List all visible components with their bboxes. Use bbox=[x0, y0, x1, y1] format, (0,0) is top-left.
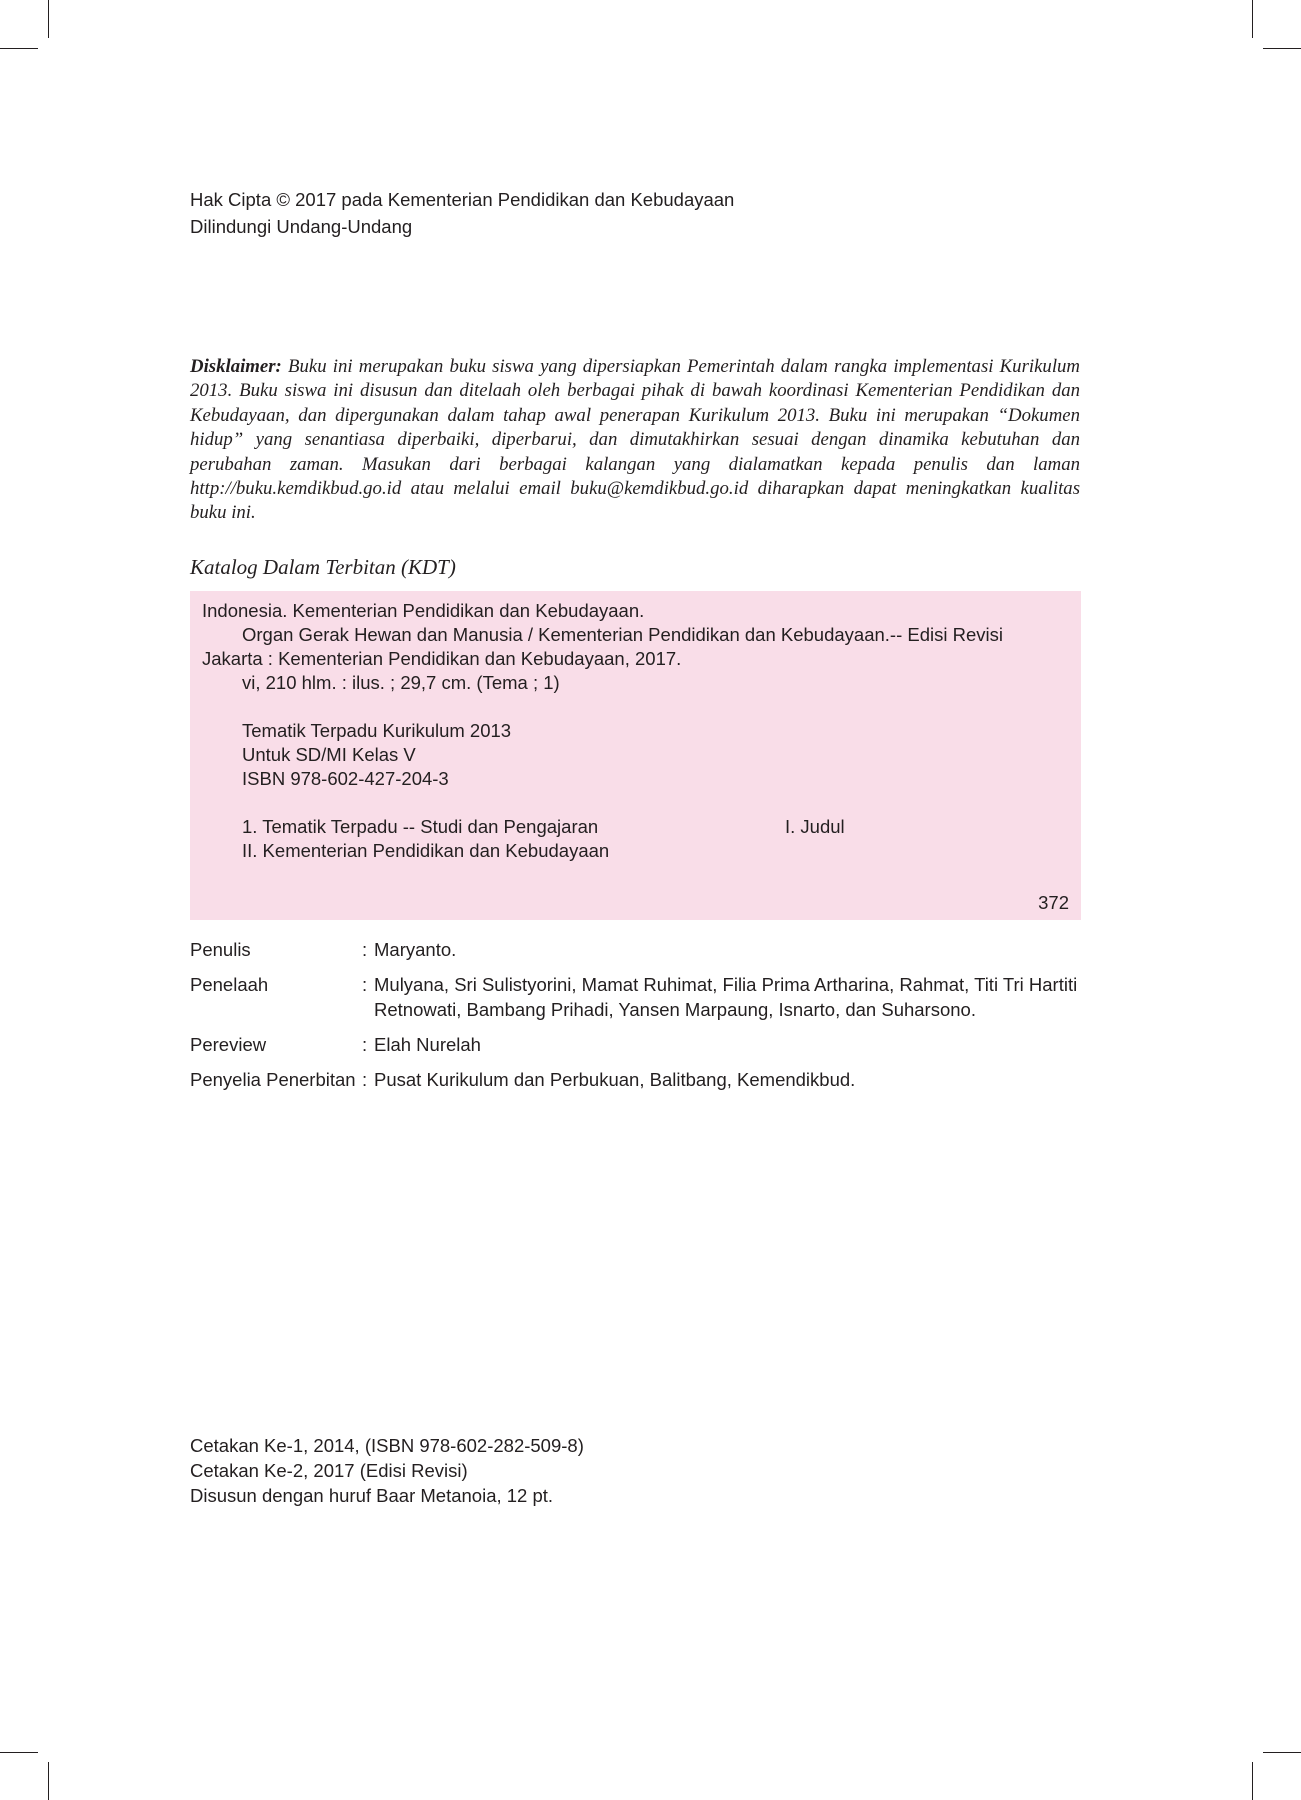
credit-row-penyelia: Penyelia Penerbitan : Pusat Kurikulum dan Perbukuan, Balitbang, Kemendikbud. bbox=[190, 1067, 1090, 1092]
kdt-author-entry: Indonesia. Kementerian Pendidikan dan Kebudayaan. bbox=[202, 600, 645, 621]
crop-mark-bottom-right-horizontal bbox=[1263, 1752, 1301, 1753]
kdt-title-line: Organ Gerak Hewan dan Manusia / Kementerian Pendidikan dan Kebudayaan.-- Edisi Revisi bbox=[242, 624, 1003, 645]
crop-mark-top-left-horizontal bbox=[0, 48, 38, 49]
credit-row-pereview: Pereview : Elah Nurelah bbox=[190, 1032, 1090, 1057]
disclaimer-paragraph bbox=[190, 355, 1080, 526]
kdt-series-line: Tematik Terpadu Kurikulum 2013 bbox=[242, 720, 512, 741]
disclaimer-label: Disklaimer: bbox=[190, 356, 282, 377]
kdt-subject-line: 1. Tematik Terpadu -- Studi dan Pengajaran bbox=[242, 816, 599, 837]
kdt-title-added: I. Judul bbox=[785, 816, 845, 837]
kdt-class-number: 372 bbox=[1038, 892, 1069, 913]
typeface-line: Disusun dengan huruf Baar Metanoia, 12 pt. bbox=[190, 1485, 554, 1506]
kdt-level-line: Untuk SD/MI Kelas V bbox=[242, 744, 416, 765]
copyright-notice bbox=[190, 186, 734, 240]
credit-value: Maryanto. bbox=[374, 939, 457, 960]
credit-label: Pereview bbox=[190, 1034, 267, 1055]
crop-mark-bottom-left-horizontal bbox=[0, 1752, 38, 1753]
crop-mark-top-left-vertical bbox=[48, 0, 49, 38]
crop-mark-bottom-right-vertical bbox=[1252, 1762, 1253, 1800]
kdt-heading: Katalog Dalam Terbitan (KDT) bbox=[190, 555, 456, 579]
crop-mark-bottom-left-vertical bbox=[48, 1762, 49, 1800]
protection-line: Dilindungi Undang-Undang bbox=[190, 216, 413, 237]
credit-label: Penelaah bbox=[190, 974, 269, 995]
credit-row-penelaah: Penelaah : Mulyana, Sri Sulistyorini, Mamat Ruhimat, Filia Prima Artharina, Rahmat, Titi Tri Hartiti Retnowati, Bambang Prihadi, Yansen Marpaung, Isnarto, dan Suharsono. bbox=[190, 972, 1090, 1022]
kdt-isbn-line: ISBN 978-602-427-204-3 bbox=[242, 768, 449, 789]
crop-mark-top-right-vertical bbox=[1252, 0, 1253, 38]
credit-label: Penulis bbox=[190, 939, 251, 960]
kdt-catalog-box bbox=[190, 591, 1081, 920]
disclaimer-text: Buku ini merupakan buku siswa yang dipersiapkan Pemerintah dalam rangka implementasi Kurikulum 2013. Buku siswa ini disusun dan ditelaah oleh berbagai pihak di bawah koordinasi Kementerian Pendidikan dan Kebudayaan, dan dipergunakan dalam tahap awal penerapan Kurikulum 2013. Buku ini merupakan “Dokumen hidup” yang senantiasa diperbaiki, diperbarui, dan dimutakhirkan sesuai dengan dinamika kebutuhan dan perubahan zaman. Masukan dari berbagai kalangan yang dialamatkan kepada penulis dan laman http://buku.kemdikbud.go.id atau melalui email buku@kemdikbud.go.id diharapkan dapat meningkatkan kualitas buku ini. bbox=[190, 356, 1080, 524]
printing-line-1: Cetakan Ke-1, 2014, (ISBN 978-602-282-509-8) bbox=[190, 1435, 584, 1456]
credit-value: Elah Nurelah bbox=[374, 1034, 481, 1055]
credit-row-penulis: Penulis : Maryanto. bbox=[190, 937, 1090, 962]
copyright-line: Hak Cipta © 2017 pada Kementerian Pendidikan dan Kebudayaan bbox=[190, 189, 735, 210]
credit-value: Mulyana, Sri Sulistyorini, Mamat Ruhimat, Filia Prima Artharina, Rahmat, Titi Tri Hartiti Retnowati, Bambang Prihadi, Yansen Marpaung, Isnarto, dan Suharsono. bbox=[374, 974, 1078, 1020]
crop-mark-top-right-horizontal bbox=[1263, 48, 1301, 49]
printing-line-2: Cetakan Ke-2, 2017 (Edisi Revisi) bbox=[190, 1460, 468, 1481]
credit-label: Penyelia Penerbitan bbox=[190, 1069, 356, 1090]
kdt-physical-line: vi, 210 hlm. : ilus. ; 29,7 cm. (Tema ; 1) bbox=[242, 672, 560, 693]
credit-value: Pusat Kurikulum dan Perbukuan, Balitbang, Kemendikbud. bbox=[374, 1069, 856, 1090]
credits-section bbox=[190, 937, 1090, 1102]
kdt-publisher-line: Jakarta : Kementerian Pendidikan dan Kebudayaan, 2017. bbox=[202, 648, 682, 669]
kdt-corporate-added: II. Kementerian Pendidikan dan Kebudayaan bbox=[242, 840, 610, 861]
printing-history bbox=[190, 1433, 584, 1508]
